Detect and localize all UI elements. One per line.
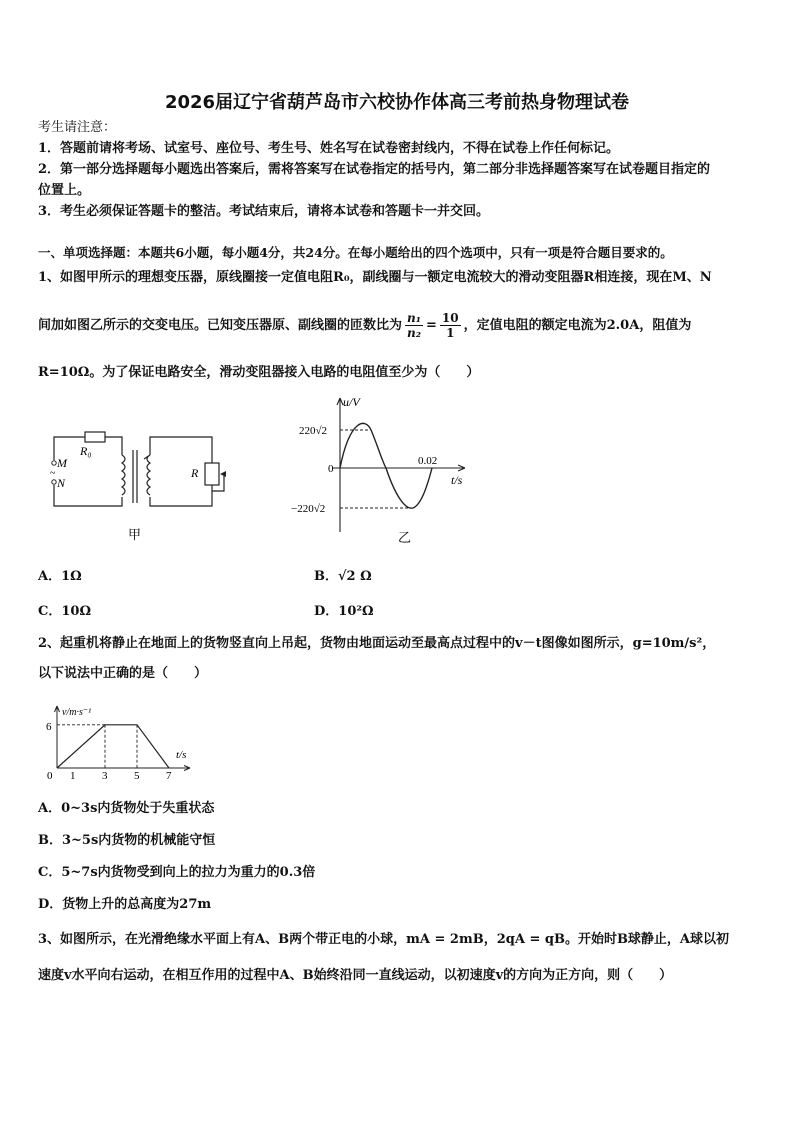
q1-option-b: B．√2 Ω [314, 569, 372, 584]
section-heading: 一、单项选择题：本题共6小题，每小题4分，共24分。在每小题给出的四个选项中，只有一项是符合题目要求的。 [38, 245, 673, 260]
notice-item-2-cont: 位置上。 [38, 183, 91, 198]
vt-tick-7: 7 [166, 770, 172, 782]
notice-item-1: 1．答题前请将考场、试室号、座位号、考生号、姓名写在试卷密封线内，不得在试卷上作任何标记。 [38, 141, 620, 156]
q2-option-b: B．3~5s内货物的机械能守恒 [38, 833, 216, 848]
frac-den: n₂ [407, 326, 421, 340]
q1-line-2 [38, 308, 691, 344]
q2-line-2: 以下说法中正确的是（ ） [38, 666, 208, 681]
turns-ratio-value [440, 311, 461, 340]
q1-line-1: 1、如图甲所示的理想变压器，原线圈接一定值电阻R₀，副线圈与一额定电流较大的滑动变阻器R相连接，现在M、N [38, 270, 712, 285]
label-n: N [57, 476, 66, 490]
slider-arrow-icon [220, 471, 226, 477]
turns-ratio-symbol [405, 311, 423, 340]
frac-num: n₁ [407, 311, 421, 325]
tick-origin: 0 [328, 463, 334, 475]
terminal-m-icon [52, 461, 56, 465]
tick-ymax: 220√2 [299, 425, 328, 437]
q1-option-a: A．1Ω [38, 569, 82, 584]
q2-line-1: 2、起重机将静止在地面上的货物竖直向上吊起，货物由地面运动至最高点过程中的v－t图像如图所示，g=10m/s²， [38, 636, 716, 651]
q2-option-c: C．5~7s内货物受到向上的拉力为重力的0.3倍 [38, 865, 316, 880]
equals-sign: = [426, 318, 437, 333]
tick-ymin: −220√2 [291, 503, 326, 515]
tick-period: 0.02 [418, 455, 438, 467]
label-m: M [57, 456, 67, 470]
q3-line-2: 速度v水平向右运动，在相互作用的过程中A、B始终沿同一直线运动，以初速度v的方向为正方向，则（ ） [38, 968, 673, 983]
vt-tick-5: 5 [134, 770, 140, 782]
terminal-n-icon [52, 480, 56, 484]
voltage-waveform-figure [285, 392, 475, 547]
vt-tick-6: 6 [46, 721, 52, 733]
figure-caption-yi: 乙 [398, 530, 412, 545]
figure-caption-jia: 甲 [128, 527, 142, 542]
vt-tick-3: 3 [102, 770, 108, 782]
vt-axis-label-v: v/m·s⁻¹ [62, 707, 92, 718]
q1-option-d: D．10²Ω [314, 604, 374, 619]
q1-text-a: 间加如图乙所示的交变电压。已知变压器原、副线圈的匝数比为 [38, 318, 403, 333]
notice-item-2: 2．第一部分选择题每小题选出答案后，需将答案写在试卷指定的括号内，第二部分非选择题答案写在试卷题目指定的 [38, 162, 711, 177]
svg-text:~: ~ [50, 468, 56, 479]
q1-option-c: C．10Ω [38, 604, 92, 619]
q2-option-a: A．0~3s内货物处于失重状态 [38, 801, 215, 816]
axis-label-t: t/s [451, 473, 463, 487]
q1-line-3: R=10Ω。为了保证电路安全，滑动变阻器接入电路的电阻值至少为（ ） [38, 365, 480, 380]
velocity-series-line [57, 725, 169, 768]
q3-line-1: 3、如图所示，在光滑绝缘水平面上有A、B两个带正电的小球，mA = 2mB，2qA = qB。开始时B球静止，A球以初 [38, 932, 730, 947]
notice-item-3: 3．考生必须保证答题卡的整洁。考试结束后，请将本试卷和答题卡一并交回。 [38, 204, 490, 219]
axis-label-u: u/V [343, 395, 360, 409]
vt-axis-label-t: t/s [176, 749, 187, 761]
velocity-time-chart [40, 700, 200, 785]
ratio-num: 10 [441, 311, 459, 325]
q1-text-b: ，定值电阻的额定电流为2.0A，阻值为 [463, 318, 692, 333]
q2-option-d: D．货物上升的总高度为27m [38, 897, 212, 912]
vt-tick-1: 1 [70, 770, 76, 782]
label-r: R [191, 466, 199, 480]
vt-tick-0: 0 [47, 770, 53, 782]
transformer-circuit-figure [40, 425, 240, 550]
ratio-den: 1 [446, 326, 455, 340]
notice-heading: 考生请注意： [38, 120, 117, 135]
exam-title: 2026届辽宁省葫芦岛市六校协作体高三考前热身物理试卷 [164, 92, 630, 113]
label-r0: R₀ [80, 444, 92, 458]
